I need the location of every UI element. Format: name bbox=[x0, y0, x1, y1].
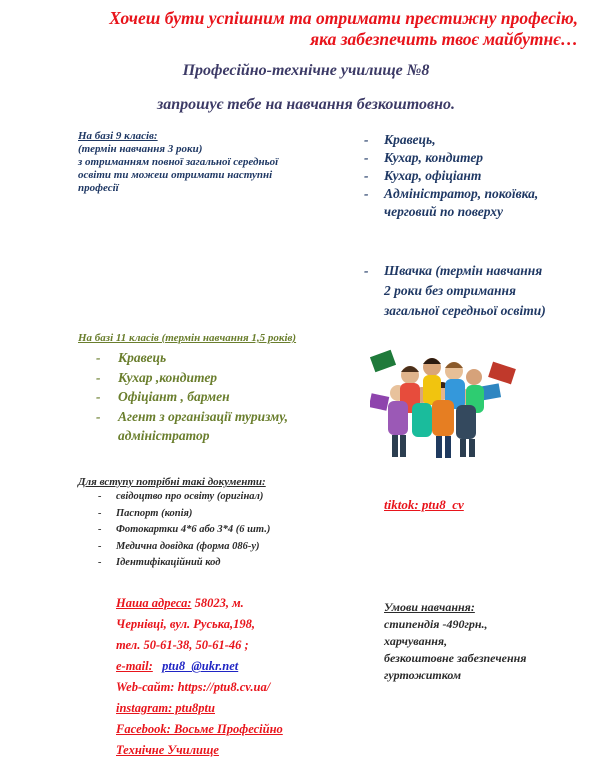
conditions-line: стипендія -490грн., bbox=[384, 617, 488, 631]
invite-text: запрошує тебе на навчання безкоштовно. bbox=[157, 96, 455, 113]
list-item: - Швачка (термін навчання 2 роки без отримання загальної середньої освіти) bbox=[364, 263, 546, 318]
conditions-title: Умови навчання: bbox=[384, 600, 475, 614]
contacts-block bbox=[116, 593, 366, 761]
list-item: - Кравець bbox=[96, 350, 167, 365]
email-line bbox=[116, 656, 366, 677]
headline bbox=[18, 8, 578, 50]
list-item: - Ідентифікаційний код bbox=[98, 557, 221, 568]
list-item: - Медична довідка (форма 086-у) bbox=[98, 540, 260, 552]
list-item: - Офіціант , бармен bbox=[96, 389, 230, 404]
list-item: - Кухар, офіціант bbox=[364, 168, 482, 183]
list-item: черговий по поверху bbox=[384, 204, 503, 219]
conditions-line: харчування, bbox=[384, 634, 448, 648]
list-item: - свідоцтво про освіту (оригінал) bbox=[98, 491, 264, 502]
list-item: - Кухар ,кондитер bbox=[96, 369, 218, 385]
list-item: - Паспорт (копія) bbox=[98, 507, 193, 519]
phones: тел. 50-61-38, 50-61-46 ; bbox=[116, 638, 249, 652]
base9-desc-3: професії bbox=[78, 182, 119, 194]
email-link[interactable]: ptu8_@ukr.net bbox=[162, 659, 239, 673]
conditions-line: безкоштовне забезпечення bbox=[384, 651, 527, 665]
list-item: адміністратор bbox=[118, 428, 210, 443]
list-item: - Кухар, кондитер bbox=[364, 150, 484, 165]
base9-professions bbox=[364, 131, 594, 221]
address-line-1 bbox=[116, 593, 366, 614]
list-item: - Фотокартки 4*6 або 3*4 (6 шт.) bbox=[98, 524, 271, 535]
facebook-link-2[interactable]: Технічне Училище bbox=[116, 743, 219, 757]
list-item: - Кравець, bbox=[364, 132, 436, 147]
facebook-link-1[interactable]: Facebook: Восьме Професійно bbox=[116, 722, 283, 736]
address-value-1: 58023, м. bbox=[194, 596, 244, 610]
conditions-block bbox=[384, 599, 594, 684]
documents-title: Для вступу потрібні такі документи: bbox=[78, 476, 266, 488]
base9-desc-1: з отриманням повної загальної середньої bbox=[78, 156, 279, 168]
base9-info bbox=[78, 130, 338, 195]
school-name: Професійно-технічне училище №8 bbox=[182, 62, 430, 79]
documents-list bbox=[98, 489, 358, 572]
base9-term: (термін навчання 3 роки) bbox=[78, 143, 203, 155]
students-illustration bbox=[370, 345, 520, 460]
address-label: Наша адреса: bbox=[116, 596, 192, 610]
tiktok-link[interactable]: tiktok: ptu8_cv bbox=[384, 497, 464, 512]
email-label: e-mail: bbox=[116, 659, 153, 673]
base9-desc-2: освіти ти можеш отримати наступні bbox=[78, 169, 273, 181]
address-line-2: Чернівці, вул. Руська,198, bbox=[116, 617, 256, 631]
base11-title: На базі 11 класів (термін навчання 1,5 років) bbox=[78, 332, 297, 344]
headline-line2: яка забезпечить твоє майбутнє… bbox=[310, 29, 578, 49]
list-item: - Агент з організації туризму, bbox=[96, 408, 288, 424]
students-photo bbox=[370, 345, 520, 460]
instagram-link[interactable]: instagram: ptu8ptu bbox=[116, 701, 215, 715]
base9-special bbox=[364, 261, 594, 321]
base11-professions bbox=[96, 348, 356, 446]
headline-line1: Хочеш бути успішним та отримати престижну професію, bbox=[109, 8, 578, 28]
list-item: - Адміністратор, покоївка, bbox=[364, 186, 539, 201]
base9-title: На базі 9 класів: bbox=[78, 130, 158, 142]
website-link[interactable]: Web-сайт: https://ptu8.cv.ua/ bbox=[116, 680, 271, 694]
conditions-line: гуртожитком bbox=[384, 668, 462, 682]
